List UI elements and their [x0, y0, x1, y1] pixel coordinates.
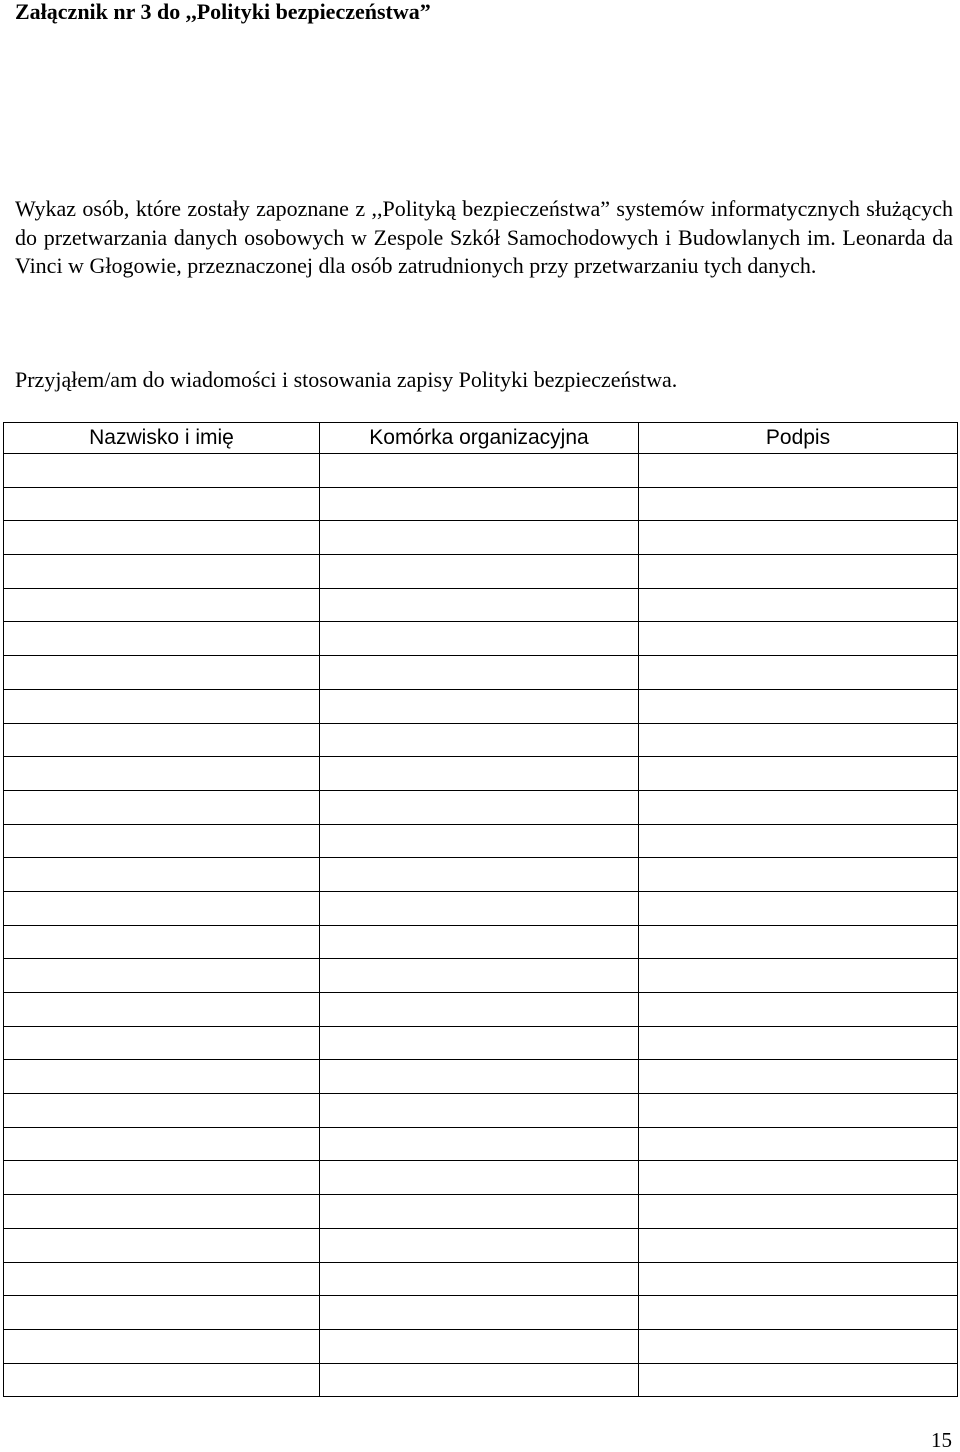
- table-row: [4, 858, 958, 892]
- department-cell[interactable]: [320, 555, 639, 589]
- department-cell[interactable]: [320, 521, 639, 555]
- name-cell[interactable]: [4, 1262, 320, 1296]
- department-cell[interactable]: [320, 1060, 639, 1094]
- department-cell[interactable]: [320, 689, 639, 723]
- department-cell[interactable]: [320, 1026, 639, 1060]
- department-cell[interactable]: [320, 925, 639, 959]
- department-cell[interactable]: [320, 1161, 639, 1195]
- signature-cell[interactable]: [639, 1329, 958, 1363]
- department-cell[interactable]: [320, 993, 639, 1027]
- department-cell[interactable]: [320, 757, 639, 791]
- signature-cell[interactable]: [639, 790, 958, 824]
- name-cell[interactable]: [4, 993, 320, 1027]
- column-header-name: Nazwisko i imię: [4, 423, 320, 454]
- department-cell[interactable]: [320, 790, 639, 824]
- signature-cell[interactable]: [639, 588, 958, 622]
- table-header-row: [4, 423, 958, 454]
- name-cell[interactable]: [4, 959, 320, 993]
- table-row: [4, 588, 958, 622]
- table-row: [4, 824, 958, 858]
- signature-cell[interactable]: [639, 656, 958, 690]
- name-cell[interactable]: [4, 1094, 320, 1128]
- department-cell[interactable]: [320, 959, 639, 993]
- department-cell[interactable]: [320, 454, 639, 488]
- signature-cell[interactable]: [639, 1094, 958, 1128]
- department-cell[interactable]: [320, 1363, 639, 1397]
- signature-cell[interactable]: [639, 1161, 958, 1195]
- signature-cell[interactable]: [639, 1195, 958, 1229]
- signature-table: [3, 422, 958, 1397]
- department-cell[interactable]: [320, 487, 639, 521]
- table-row: [4, 521, 958, 555]
- table-body: [4, 454, 958, 1397]
- table-row: [4, 1363, 958, 1397]
- name-cell[interactable]: [4, 1060, 320, 1094]
- signature-cell[interactable]: [639, 1363, 958, 1397]
- name-cell[interactable]: [4, 1127, 320, 1161]
- table-row: [4, 790, 958, 824]
- name-cell[interactable]: [4, 858, 320, 892]
- table-row: [4, 454, 958, 488]
- signature-cell[interactable]: [639, 1228, 958, 1262]
- name-cell[interactable]: [4, 891, 320, 925]
- signature-cell[interactable]: [639, 622, 958, 656]
- signature-cell[interactable]: [639, 689, 958, 723]
- table-row: [4, 1026, 958, 1060]
- signature-cell[interactable]: [639, 1060, 958, 1094]
- signature-cell[interactable]: [639, 1127, 958, 1161]
- signature-cell[interactable]: [639, 1262, 958, 1296]
- table-row: [4, 1195, 958, 1229]
- table-row: [4, 723, 958, 757]
- department-cell[interactable]: [320, 622, 639, 656]
- table-row: [4, 993, 958, 1027]
- intro-paragraph: Wykaz osób, które zostały zapoznane z ,,Polityką bezpieczeństwa” systemów informatycznych służących do przetwarzania danych osobowych w Zespole Szkół Samochodowych i Budowlanych im. Leonarda da Vinci w Głogowie, przeznaczonej dla osób zatrudnionych przy przetwarzaniu tych danych.: [15, 196, 953, 279]
- name-cell[interactable]: [4, 757, 320, 791]
- signature-cell[interactable]: [639, 487, 958, 521]
- department-cell[interactable]: [320, 1296, 639, 1330]
- name-cell[interactable]: [4, 1228, 320, 1262]
- table-row: [4, 757, 958, 791]
- signature-cell[interactable]: [639, 723, 958, 757]
- signature-cell[interactable]: [639, 555, 958, 589]
- department-cell[interactable]: [320, 1262, 639, 1296]
- department-cell[interactable]: [320, 858, 639, 892]
- department-cell[interactable]: [320, 891, 639, 925]
- table-row: [4, 1060, 958, 1094]
- department-cell[interactable]: [320, 1228, 639, 1262]
- department-cell[interactable]: [320, 1195, 639, 1229]
- department-cell[interactable]: [320, 824, 639, 858]
- name-cell[interactable]: [4, 925, 320, 959]
- name-cell[interactable]: [4, 824, 320, 858]
- name-cell[interactable]: [4, 723, 320, 757]
- table-row: [4, 622, 958, 656]
- signature-cell[interactable]: [639, 757, 958, 791]
- name-cell[interactable]: [4, 1329, 320, 1363]
- column-header-signature: Podpis: [639, 423, 958, 454]
- signature-cell[interactable]: [639, 1296, 958, 1330]
- table-row: [4, 487, 958, 521]
- department-cell[interactable]: [320, 723, 639, 757]
- table-row: [4, 689, 958, 723]
- signature-cell[interactable]: [639, 959, 958, 993]
- signature-cell[interactable]: [639, 1026, 958, 1060]
- department-cell[interactable]: [320, 1329, 639, 1363]
- signature-cell[interactable]: [639, 993, 958, 1027]
- signature-cell[interactable]: [639, 824, 958, 858]
- name-cell[interactable]: [4, 1363, 320, 1397]
- acknowledgement-text: Przyjąłem/am do wiadomości i stosowania zapisy Polityki bezpieczeństwa.: [15, 367, 678, 392]
- name-cell[interactable]: [4, 689, 320, 723]
- signature-cell[interactable]: [639, 454, 958, 488]
- document-title: Załącznik nr 3 do ,,Polityki bezpieczeństwa”: [15, 0, 431, 24]
- signature-cell[interactable]: [639, 858, 958, 892]
- name-cell[interactable]: [4, 521, 320, 555]
- department-cell[interactable]: [320, 1094, 639, 1128]
- table-row: [4, 555, 958, 589]
- table-row: [4, 1262, 958, 1296]
- name-cell[interactable]: [4, 622, 320, 656]
- name-cell[interactable]: [4, 555, 320, 589]
- table-row: [4, 1329, 958, 1363]
- table-row: [4, 1228, 958, 1262]
- name-cell[interactable]: [4, 656, 320, 690]
- signature-cell[interactable]: [639, 925, 958, 959]
- table-row: [4, 959, 958, 993]
- table-row: [4, 925, 958, 959]
- department-cell[interactable]: [320, 588, 639, 622]
- name-cell[interactable]: [4, 487, 320, 521]
- name-cell[interactable]: [4, 1195, 320, 1229]
- signature-cell[interactable]: [639, 891, 958, 925]
- table-row: [4, 1161, 958, 1195]
- table-row: [4, 1094, 958, 1128]
- table-row: [4, 1127, 958, 1161]
- name-cell[interactable]: [4, 588, 320, 622]
- table-row: [4, 891, 958, 925]
- name-cell[interactable]: [4, 1026, 320, 1060]
- department-cell[interactable]: [320, 656, 639, 690]
- page-number: 15: [931, 1428, 952, 1452]
- name-cell[interactable]: [4, 790, 320, 824]
- department-cell[interactable]: [320, 1127, 639, 1161]
- column-header-department: Komórka organizacyjna: [320, 423, 639, 454]
- name-cell[interactable]: [4, 1296, 320, 1330]
- signature-cell[interactable]: [639, 521, 958, 555]
- name-cell[interactable]: [4, 454, 320, 488]
- table-row: [4, 656, 958, 690]
- table-row: [4, 1296, 958, 1330]
- name-cell[interactable]: [4, 1161, 320, 1195]
